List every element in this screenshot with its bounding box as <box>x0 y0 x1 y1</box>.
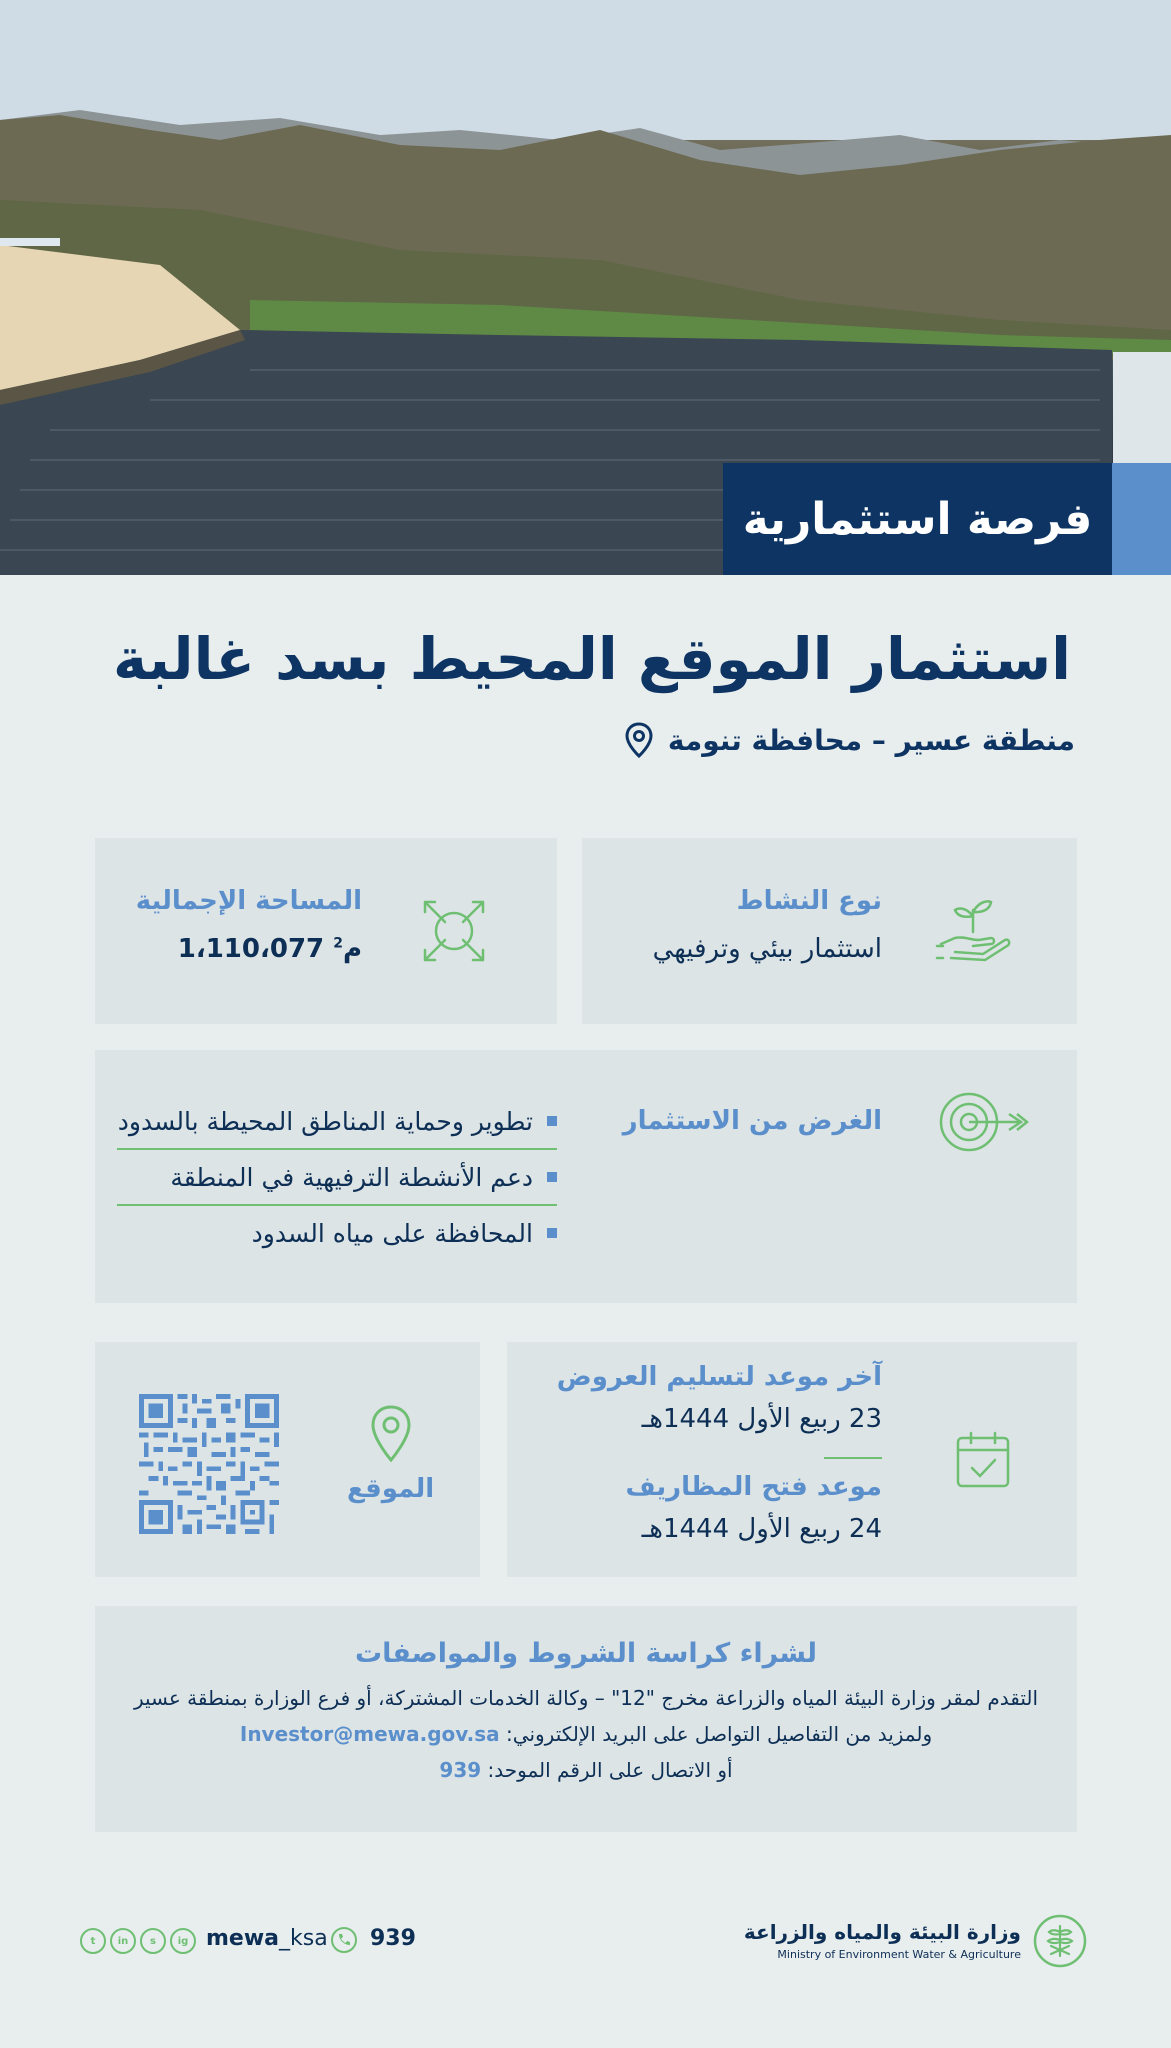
instagram-icon[interactable]: ig <box>170 1928 196 1954</box>
purpose-list <box>117 1094 557 1260</box>
snapchat-icon[interactable]: s <box>140 1928 166 1954</box>
email-prompt: ولمزيد من التفاصيل التواصل على البريد الإلكتروني: <box>506 1722 933 1746</box>
purchase-line-3 <box>95 1758 1077 1782</box>
map-pin-icon <box>624 722 654 758</box>
purpose-item: المحافظة على مياه السدود <box>117 1206 557 1260</box>
activity-card <box>582 838 1077 1024</box>
expand-area-icon <box>421 898 487 964</box>
plant-in-hand-icon <box>933 892 1015 964</box>
linkedin-icon[interactable]: in <box>110 1928 136 1954</box>
site-label: الموقع <box>347 1474 435 1504</box>
banner-accent <box>1112 463 1171 575</box>
area-value: 1،110،077 <box>177 934 325 964</box>
deadline-value: 23 ربيع الأول 1444هـ <box>641 1404 882 1434</box>
location-pin-icon <box>369 1404 413 1464</box>
deadline-heading: آخر موعد لتسليم العروض <box>556 1362 882 1392</box>
ministry-name-en: Ministry of Environment Water & Agriculture <box>777 1948 1021 1961</box>
location-row <box>624 722 1075 758</box>
purchase-line-1: التقدم لمقر وزارة البيئة المياه والزراعة مخرج "12" – وكالة الخدمات المشتركة، أو فرع الوزارة بمنطقة عسير <box>133 1686 1039 1710</box>
phone-link[interactable]: 939 <box>439 1758 482 1782</box>
area-card <box>95 838 557 1024</box>
twitter-icon[interactable]: t <box>80 1928 106 1954</box>
opening-value: 24 ربيع الأول 1444هـ <box>641 1514 882 1544</box>
purpose-item: تطوير وحماية المناطق المحيطة بالسدود <box>117 1094 557 1148</box>
ministry-name-ar: وزارة البيئة والمياه والزراعة <box>743 1920 1021 1944</box>
purchase-heading: لشراء كراسة الشروط والمواصفات <box>354 1638 818 1669</box>
ministry-name <box>744 1920 1021 1961</box>
target-icon <box>937 1090 1029 1154</box>
hero-side-panel <box>1113 352 1171 464</box>
activity-heading: نوع النشاط <box>736 886 882 916</box>
phone-prompt: أو الاتصال على الرقم الموحد: <box>487 1758 733 1782</box>
purpose-item: دعم الأنشطة الترفيهية في المنطقة <box>117 1150 557 1204</box>
purpose-heading: الغرض من الاستثمار <box>622 1106 882 1136</box>
social-handle[interactable]: mewa_ksa <box>206 1926 328 1951</box>
footer-phone[interactable]: 939 <box>370 1926 416 1951</box>
purpose-card <box>95 1050 1077 1303</box>
dates-card <box>507 1342 1077 1577</box>
social-icons <box>80 1928 200 1954</box>
site-card <box>95 1342 480 1577</box>
area-unit: م$^2$ <box>333 934 362 964</box>
calendar-check-icon <box>955 1430 1011 1490</box>
opening-heading: موعد فتح المظاريف <box>625 1472 882 1502</box>
dates-divider <box>824 1457 882 1459</box>
opportunity-banner-label: فرصة استثمارية <box>742 493 1093 545</box>
purchase-card <box>95 1606 1077 1832</box>
footer <box>0 1900 1171 1980</box>
area-value-row <box>168 934 362 964</box>
qr-code[interactable] <box>139 1394 279 1534</box>
location-text: منطقة عسير – محافظة تنومة <box>667 723 1075 757</box>
purchase-line-2 <box>95 1722 1077 1746</box>
opportunity-banner <box>723 463 1112 575</box>
email-link[interactable]: Investor@mewa.gov.sa <box>239 1722 500 1746</box>
phone-icon <box>330 1926 358 1954</box>
page-title: استثمار الموقع المحيط بسد غالبة <box>112 625 1071 693</box>
ministry-logo-icon <box>1033 1914 1087 1968</box>
area-heading: المساحة الإجمالية <box>135 886 362 916</box>
activity-value: استثمار بيئي وترفيهي <box>652 934 882 964</box>
